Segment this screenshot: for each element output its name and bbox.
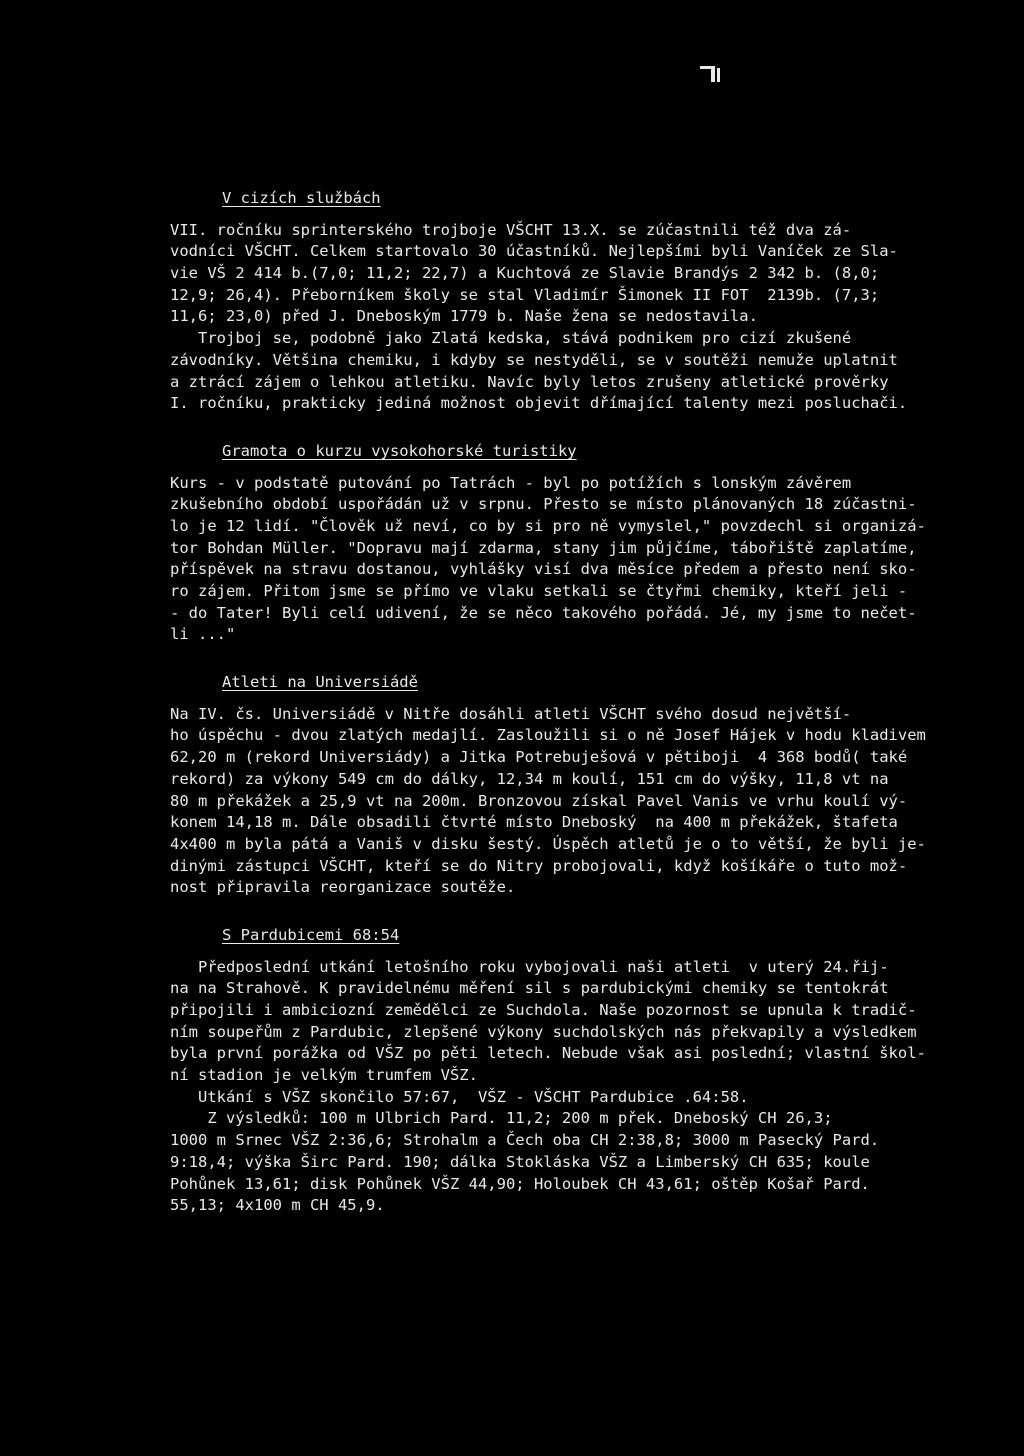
text-line: Z výsledků: 100 m Ulbrich Pard. 11,2; 200 m přek. Dneboský CH 26,3; — [170, 1109, 833, 1128]
text-line: Na IV. čs. Universiádě v Nitře dosáhli atleti VŠCHT svého dosud největší- — [170, 704, 852, 723]
text-line: 4x400 m byla pátá a Vaniš v disku šestý. Úspěch atletů je o to větší, že byli je- — [170, 834, 926, 853]
text-line: Utkání s VŠZ skončilo 57:67, VŠZ - VŠCHT Pardubice .64:58. — [170, 1087, 749, 1106]
text-line: VII. ročníku sprinterského trojboje VŠCHT 13.X. se zúčastnili též dva zá- — [170, 220, 852, 239]
text-line: konem 14,18 m. Dále obsadili čtvrté místo Dneboský na 400 m překážek, štafeta — [170, 813, 898, 832]
text-line: Kurs - v podstatě putování po Tatrách - byl po potížích s lonským závěrem — [170, 473, 852, 492]
article-body — [170, 188, 930, 1243]
text-line: 62,20 m (rekord Universiády) a Jitka Potrebuješová v pětiboji 4 368 bodů( také — [170, 748, 908, 767]
text-line: li ..." — [170, 625, 236, 644]
text-line: tor Bohdan Müller. "Dopravu mají zdarma, stany jim půjčíme, tábořiště zaplatíme, — [170, 538, 917, 557]
text-line: 12,9; 26,4). Přeborníkem školy se stal Vladimír Šimonek II FOT 2139b. (7,3; — [170, 285, 880, 304]
text-line: rekord) za výkony 549 cm do dálky, 12,34 m koulí, 151 cm do výšky, 11,8 vt na — [170, 769, 889, 788]
text-line: připojili i ambiciozní zemědělci ze Suchdola. Naše pozornost se upnula k tradič- — [170, 1001, 917, 1019]
section-heading: Atleti na Universiádě — [222, 673, 418, 692]
text-line: Trojboj se, podobně jako Zlatá kedska, stává podnikem pro cizí zkušené — [170, 329, 852, 348]
text-line: vodníci VŠCHT. Celkem startovalo 30 účastníků. Nejlepšími byli Vaníček ze Sla- — [170, 242, 898, 261]
text-line: lo je 12 lidí. "Člověk už neví, co by si pro ně vymyslel," povzdechl si organizá- — [170, 516, 926, 535]
section-heading: V cizích službách — [222, 189, 381, 207]
article-section — [170, 441, 930, 646]
text-line: zkušebního období uspořádán už v srpnu. Přesto se místo plánovaných 18 zúčastni- — [170, 495, 917, 514]
text-line: 9:18,4; výška Širc Pard. 190; dálka Stokláska VŠZ a Limberský CH 635; koule — [170, 1152, 870, 1171]
text-line: nost připravila reorganizace soutěže. — [170, 878, 516, 897]
text-line: - do Tater! Byli celí udivení, že se něco takového pořádá. Jé, my jsme to nečet- — [170, 603, 917, 622]
text-line: dinými zástupci VŠCHT, kteří se do Nitry probojovali, když košíkáře o tuto mož- — [170, 856, 908, 875]
text-line: na na Strahově. K pravidelnému měření sil s pardubickými chemiky se tentokrát — [170, 979, 889, 998]
text-line: Předposlední utkání letošního roku vybojovali naši atleti v uterý 24.řij- — [170, 957, 889, 976]
text-line: ním soupeřům z Pardubic, zlepšené výkony suchdolských nás překvapily a výsledkem — [170, 1022, 917, 1041]
text-line: 1000 m Srnec VŠZ 2:36,6; Strohalm a Čech oba CH 2:38,8; 3000 m Pasecký Pard. — [170, 1131, 880, 1150]
text-line: 55,13; 4x100 m CH 45,9. — [170, 1196, 385, 1215]
text-line: ní stadion je velkým trumfem VŠZ. — [170, 1066, 478, 1085]
article-section — [170, 925, 930, 1217]
article-section — [170, 672, 930, 899]
text-line: příspěvek na stravu dostanou, vyhlášky visí dva měsíce předem a přesto není sko- — [170, 560, 917, 579]
text-line: a ztrácí zájem o lehkou atletiku. Navíc byly letos zrušeny atletické prověrky — [170, 372, 889, 391]
article-section — [170, 188, 930, 415]
text-line: ho úspěchu - dvou zlatých medajlí. Zasloužili si o ně Josef Hájek v hodu kladivem — [170, 726, 926, 745]
text-line: byla první porážka od VŠZ po pěti letech. Nebude však asi poslední; vlastní škol- — [170, 1044, 926, 1063]
text-line: vie VŠ 2 414 b.(7,0; 11,2; 22,7) a Kuchtová ze Slavie Brandýs 2 342 b. (8,0; — [170, 264, 880, 283]
text-line: I. ročníku, prakticky jediná možnost objevit dřímající talenty mezi posluchači. — [170, 394, 908, 413]
section-heading: S Pardubicemi 68:54 — [222, 925, 400, 944]
text-line: závodníky. Většina chemiku, i kdyby se nestyděli, se v soutěži nemuže uplatnit — [170, 350, 898, 369]
text-line: Pohůnek 13,61; disk Pohůnek VŠZ 44,90; Holoubek CH 43,61; oštěp Košař Pard. — [170, 1174, 870, 1193]
corner-mark-icon — [700, 64, 722, 84]
text-line: 11,6; 23,0) před J. Dneboským 1779 b. Naše žena se nedostavila. — [170, 307, 758, 326]
text-line: ro zájem. Přitom jsme se přímo ve vlaku setkali se čtyřmi chemiky, kteří jeli - — [170, 582, 908, 600]
text-line: 80 m překážek a 25,9 vt na 200m. Bronzovou získal Pavel Vanis ve vrhu koulí vý- — [170, 791, 908, 810]
section-heading: Gramota o kurzu vysokohorské turistiky — [222, 441, 577, 460]
